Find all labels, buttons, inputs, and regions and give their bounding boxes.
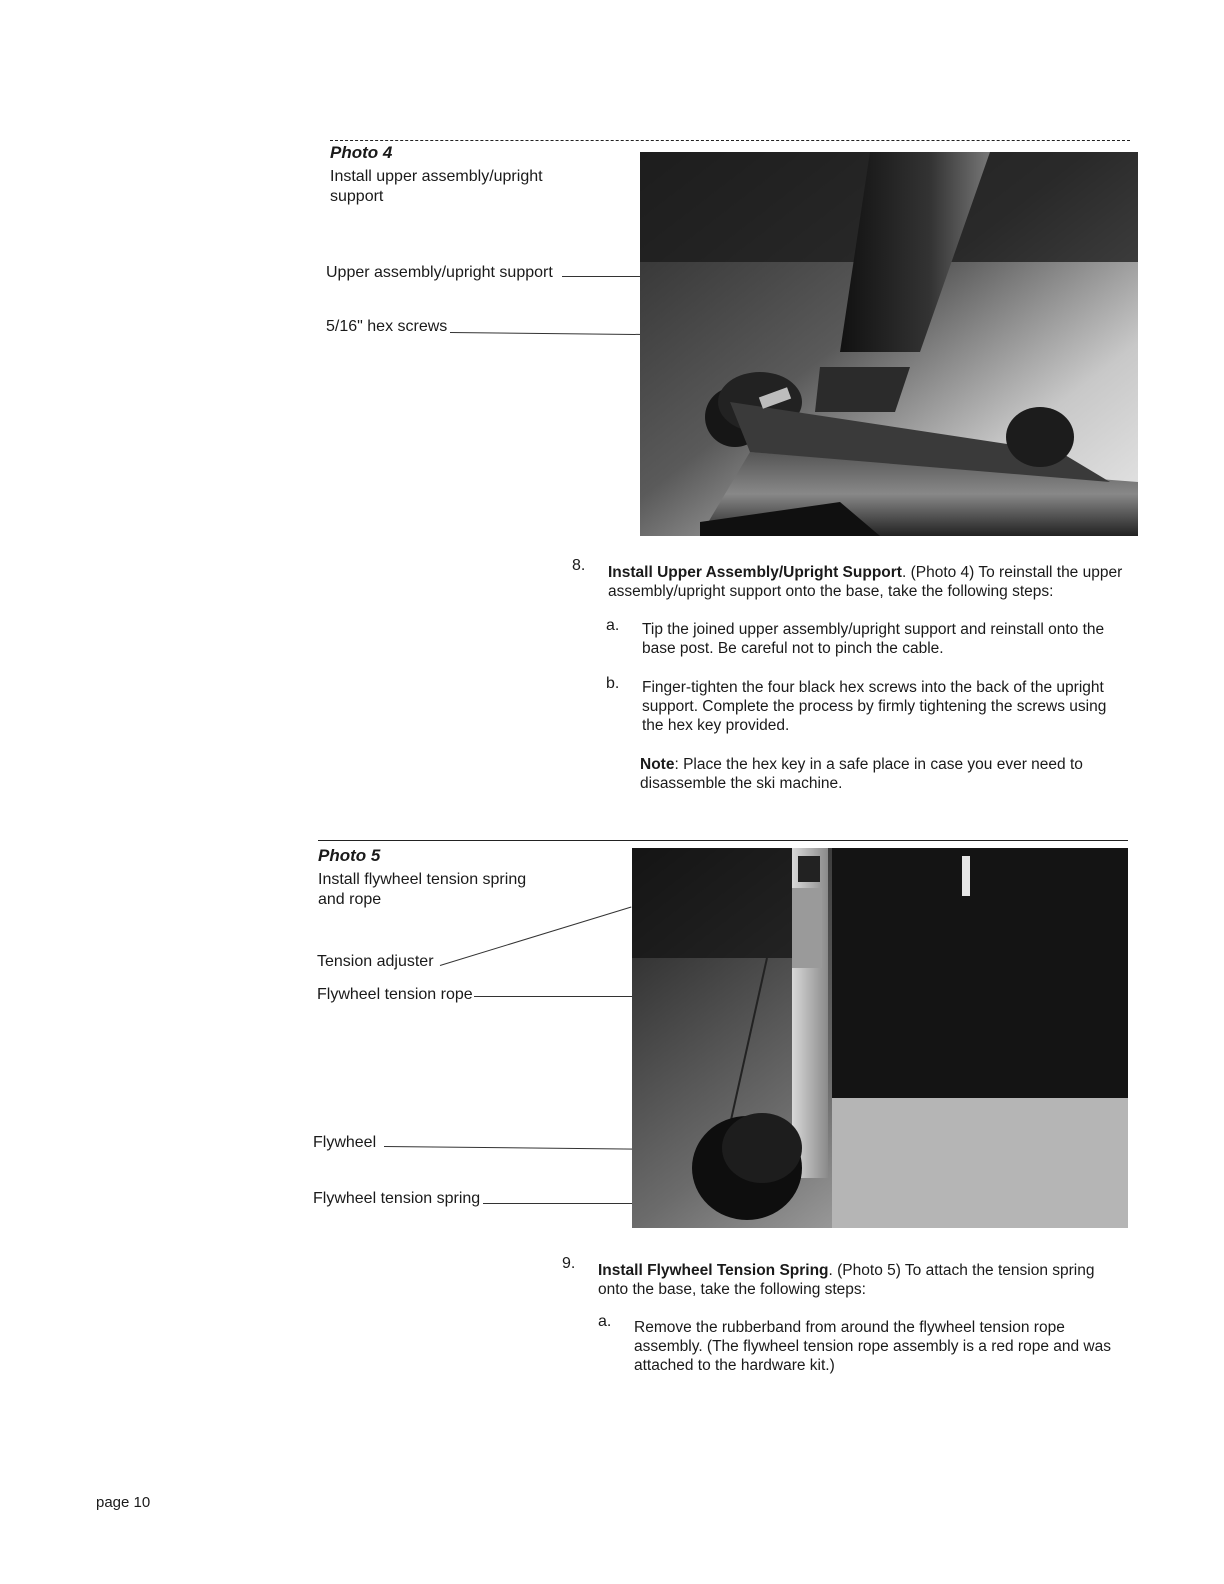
photo5-title: Photo 5 [318, 846, 381, 865]
photo4-top-rule [330, 140, 1130, 141]
step9-heading: Install Flywheel Tension Spring [598, 1262, 829, 1279]
step8-note [640, 755, 1100, 793]
photo5-label-flywheel: Flywheel [313, 1134, 377, 1151]
step9-a-text: Remove the rubberband from around the flywheel tension rope assembly. (The flywheel tension rope assembly is a red rope and was attached to the hardware kit.) [634, 1319, 1111, 1374]
step9-a-marker: a. [598, 1313, 612, 1330]
step8-number: 8. [572, 557, 586, 574]
photo4-caption: Install upper assembly/upright support [330, 168, 543, 205]
page-number: page 10 [96, 1494, 151, 1511]
photo5-label-tension-adjuster: Tension adjuster [317, 953, 434, 970]
photo4-image [640, 152, 1138, 536]
step8-b-marker: b. [606, 675, 620, 692]
step9-number: 9. [562, 1255, 576, 1272]
photo5-label-tension-rope: Flywheel tension rope [317, 986, 473, 1003]
step9-paragraph [598, 1261, 1110, 1299]
photo5-label-tension-spring: Flywheel tension spring [313, 1190, 481, 1207]
photo5-caption: Install flywheel tension spring and rope [318, 871, 527, 908]
step8-a-marker: a. [606, 617, 620, 634]
photo4-label-upper-assembly: Upper assembly/upright support [326, 264, 553, 281]
photo4-title: Photo 4 [330, 143, 393, 162]
step8-heading: Install Upper Assembly/Upright Support [608, 564, 902, 581]
photo5-leader-tension-adjuster [440, 907, 632, 966]
step8-b-text: Finger-tighten the four black hex screws into the back of the upright support. Complete the process by firmly tightening the screws using the hex key provided. [642, 679, 1107, 734]
step8-a-text: Tip the joined upper assembly/upright support and reinstall onto the base post. Be careful not to pinch the cable. [642, 621, 1105, 657]
photo4-label-hex-screws: 5/16" hex screws [326, 318, 448, 335]
step8-note-label: Note [640, 756, 675, 773]
photo5-top-rule [318, 840, 1128, 841]
step9-intro: . (Photo 5) To attach the tension spring onto the base, take the following steps: [598, 1262, 1095, 1298]
step8-paragraph [608, 563, 1128, 601]
step8-intro: . (Photo 4) To reinstall the upper assembly/upright support onto the base, take the following steps: [608, 564, 1123, 600]
step8-note-text: : Place the hex key in a safe place in case you ever need to disassemble the ski machine. [640, 756, 1083, 792]
photo5-image [632, 848, 1128, 1228]
